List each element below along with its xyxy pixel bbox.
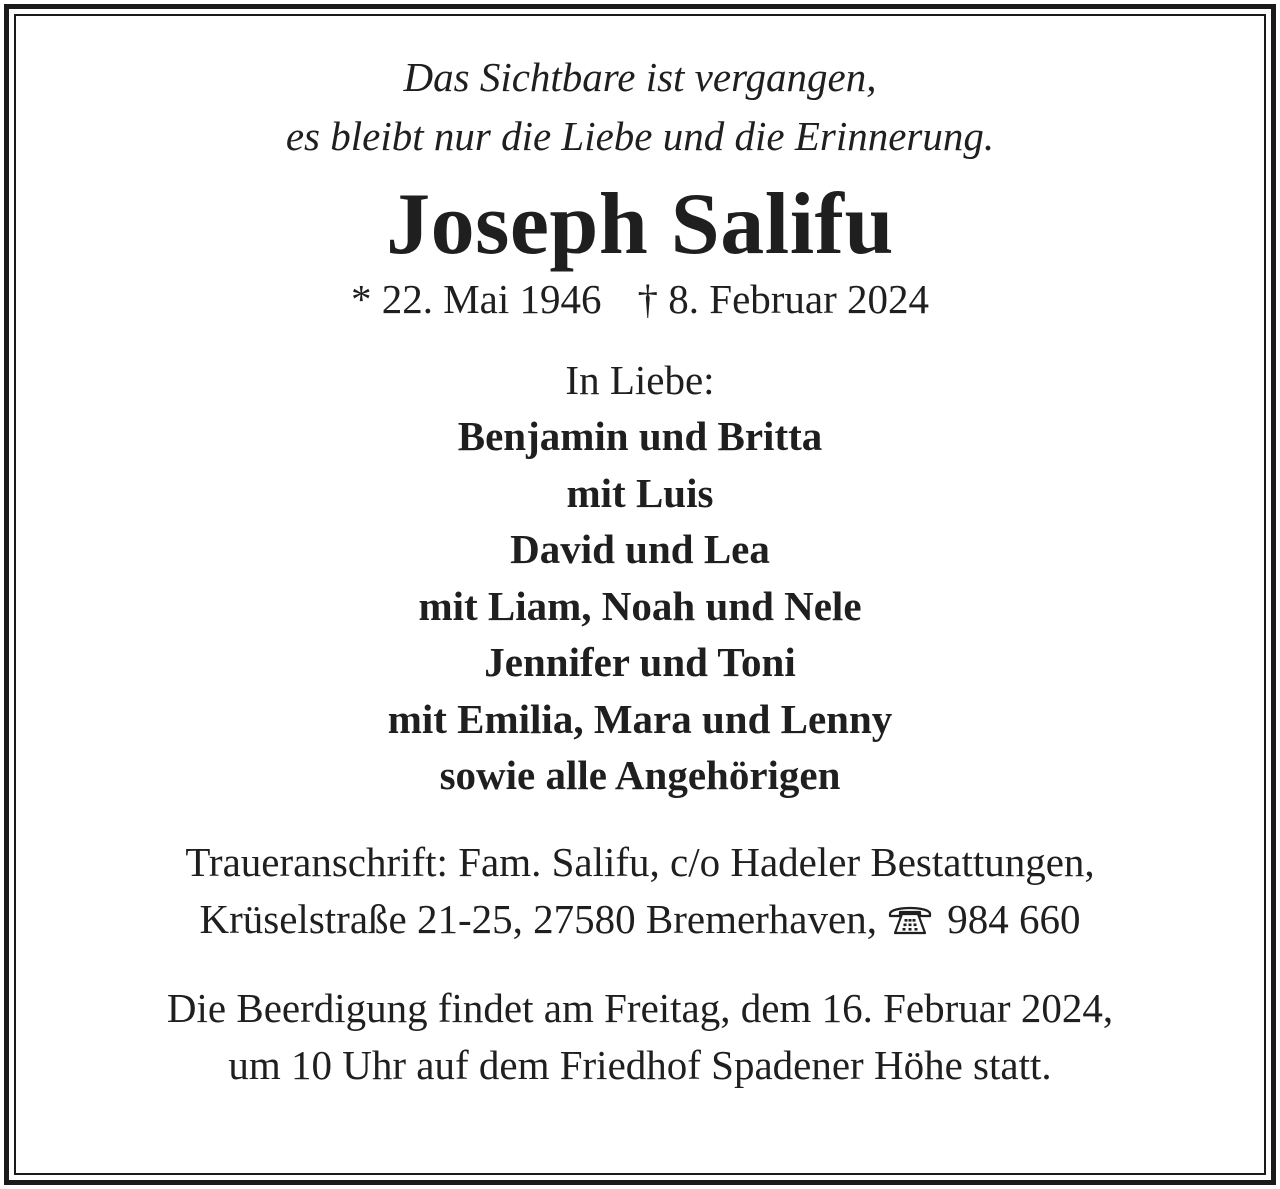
funeral-line-2: um 10 Uhr auf dem Friedhof Spadener Höhe statt. <box>228 1041 1052 1088</box>
birth-date: * 22. Mai 1946 <box>350 276 602 322</box>
motto-line-2: es bleibt nur die Liebe und die Erinnerung. <box>285 113 995 159</box>
phone-number: 984 660 <box>947 895 1081 942</box>
mourning-address <box>16 834 1264 948</box>
obituary-notice <box>16 16 1264 1173</box>
funeral-info <box>16 980 1264 1094</box>
mourner-line: mit Liam, Noah und Nele <box>418 582 862 629</box>
life-dates <box>16 274 1264 324</box>
mourners-list <box>16 408 1264 804</box>
mourner-line: Jennifer und Toni <box>484 639 796 685</box>
deceased-name: Joseph Salifu <box>386 176 894 273</box>
motto-line-1: Das Sichtbare ist vergangen, <box>403 54 877 100</box>
motto <box>16 48 1264 166</box>
mourner-line: mit Emilia, Mara und Lenny <box>387 695 893 742</box>
telephone-icon <box>887 902 933 936</box>
death-date: † 8. Februar 2024 <box>637 276 930 322</box>
mourner-line: mit Luis <box>566 469 714 516</box>
address-line-1: Traueranschrift: Fam. Salifu, c/o Hadeler Bestattungen, <box>185 838 1095 885</box>
mourner-line: David und Lea <box>510 526 770 572</box>
mourner-line: sowie alle Angehörigen <box>439 752 841 798</box>
funeral-line-1: Die Beerdigung findet am Freitag, dem 16. Februar 2024, <box>166 984 1114 1031</box>
address-line-2 <box>16 891 1264 948</box>
address-street: Krüselstraße 21-25, 27580 Bremerhaven, <box>199 895 877 942</box>
mourners-title: In Liebe: <box>565 357 715 403</box>
mourner-line: Benjamin und Britta <box>457 413 823 459</box>
